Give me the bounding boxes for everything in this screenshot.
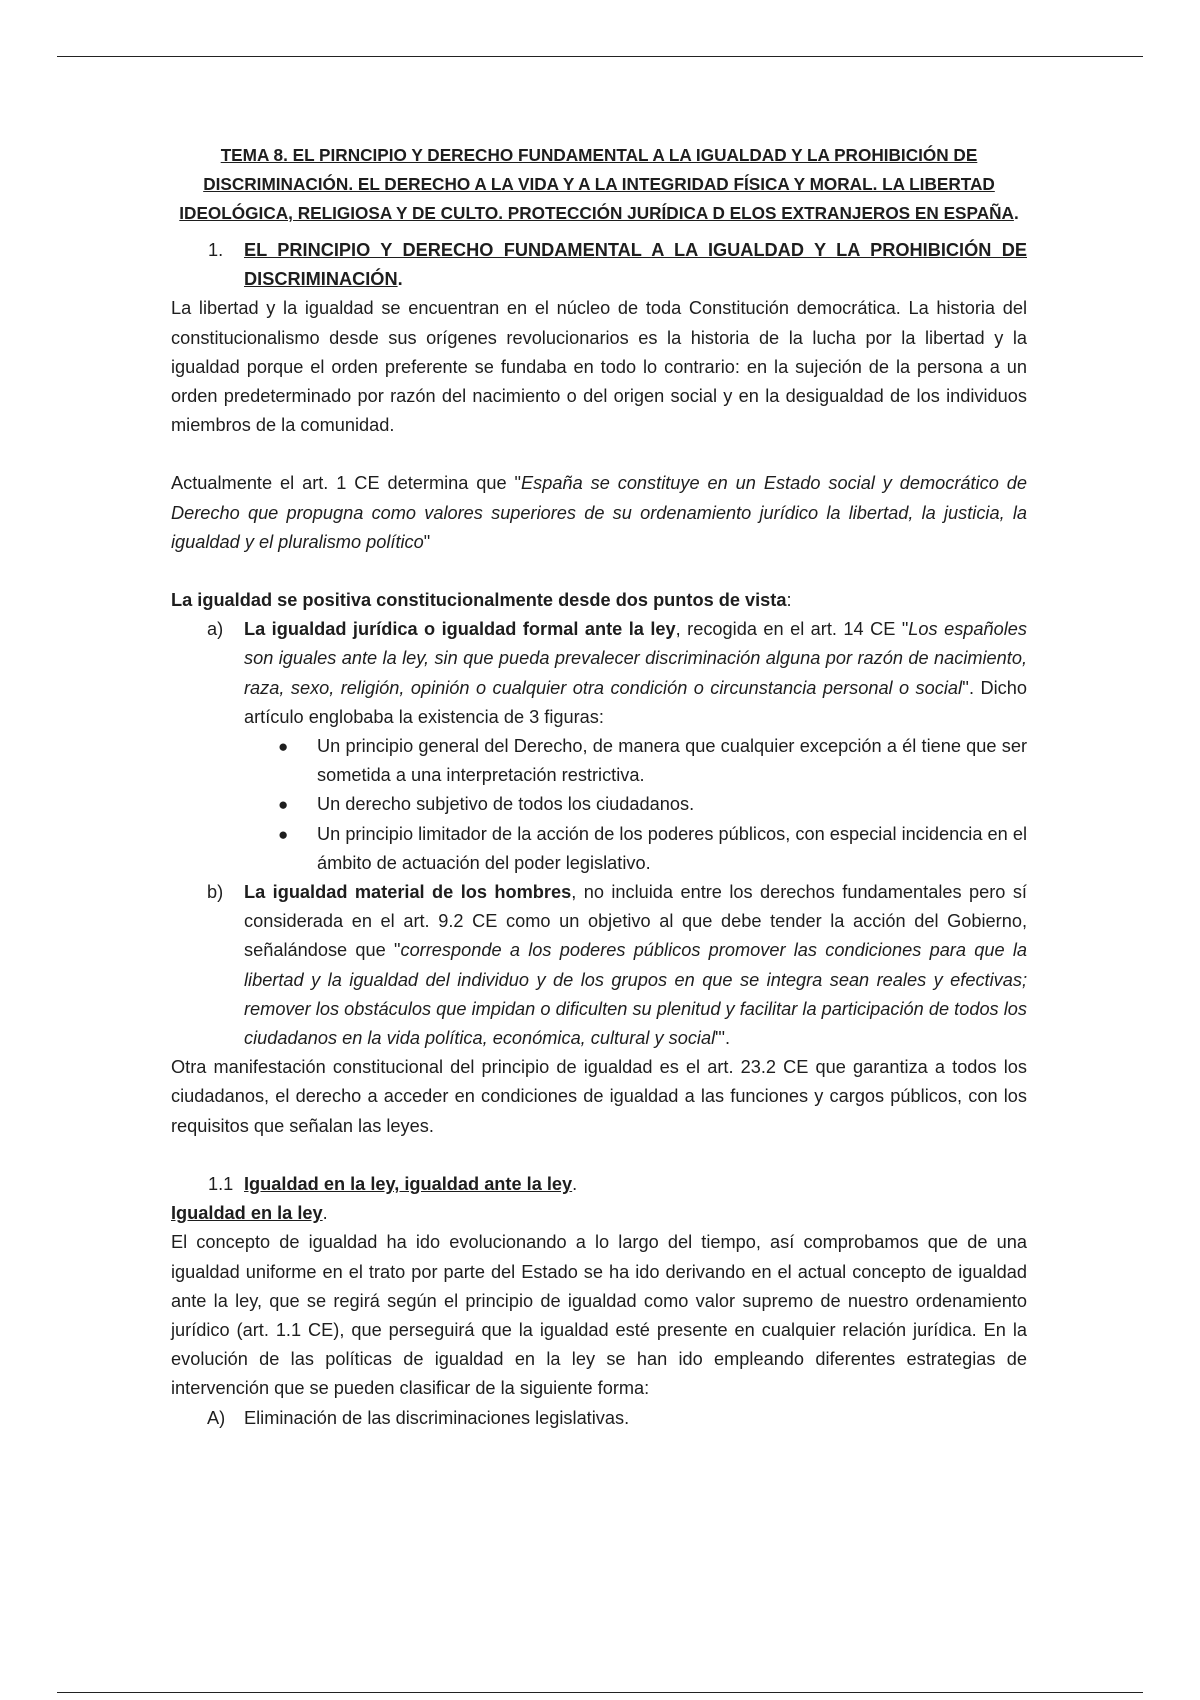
subheading-end: . bbox=[322, 1203, 328, 1224]
item-capital-a-text: Eliminación de las discriminaciones legislativas. bbox=[244, 1407, 630, 1428]
header-rule bbox=[57, 56, 1143, 57]
item-b-bold: La igualdad material de los hombres bbox=[244, 882, 572, 903]
spacer bbox=[171, 1141, 1027, 1170]
paragraph-2-tail: " bbox=[423, 531, 431, 552]
document-title bbox=[171, 141, 1027, 228]
section-1-1-heading bbox=[171, 1170, 1027, 1199]
paragraph-2-quote: España se constituye en un Estado social y democrático de Derecho que propugna como valores superiores de su ordenamiento jurídico la libertad, la justicia, la igualdad y el pluralismo político bbox=[171, 473, 1027, 552]
section-1-end: . bbox=[397, 269, 403, 290]
item-a-mid: , recogida en el art. 14 CE " bbox=[675, 619, 909, 640]
list-item-a bbox=[171, 615, 1027, 732]
list-marker-a: a) bbox=[207, 619, 224, 640]
bullet-text: Un derecho subjetivo de todos los ciudadanos. bbox=[317, 794, 695, 815]
footer-rule bbox=[57, 1692, 1143, 1693]
list-item-capital-a bbox=[171, 1404, 1027, 1433]
section-1-heading bbox=[171, 236, 1027, 294]
list-marker-capital-a: A) bbox=[207, 1407, 226, 1428]
section-1-1-end: . bbox=[572, 1173, 578, 1194]
item-b-quote: corresponde a los poderes públicos promover las condiciones para que la libertad y la igualdad del individuo y de los grupos en que se integra sean reales y efectivas; remover los obstáculos que impidan o dificulten su plenitud y facilitar la participación de todos los ciudadanos en la vida política, económica, cultural y social bbox=[244, 940, 1027, 1049]
paragraph-3-tail: : bbox=[786, 590, 792, 611]
paragraph-2-lead: Actualmente el art. 1 CE determina que " bbox=[171, 473, 521, 494]
bullet-text: Un principio general del Derecho, de manera que cualquier excepción a él tiene que ser sometida a una interpretación restrictiva. bbox=[317, 736, 1027, 786]
spacer bbox=[171, 557, 1027, 586]
document-page bbox=[171, 141, 1027, 1433]
section-1-1-title: Igualdad en la ley, igualdad ante la ley bbox=[244, 1173, 573, 1194]
paragraph-3 bbox=[171, 586, 1027, 615]
bullet-item bbox=[171, 790, 1027, 819]
paragraph-5: El concepto de igualdad ha ido evolucionando a lo largo del tiempo, así comprobamos que de una igualdad uniforme en el trato por parte del Estado se ha ido derivando en el actual concepto de igualdad ante la ley, que se regirá según el principio de igualdad como valor supremo de nuestro ordenamiento jurídico (art. 1.1 CE), que perseguirá que la igualdad esté presente en cualquier relación jurídica. En la evolución de las políticas de igualdad en la ley se han ido empleando diferentes estrategias de intervención que se pueden clasificar de la siguiente forma: bbox=[171, 1232, 1027, 1399]
section-1-1-number: 1.1 bbox=[208, 1173, 234, 1194]
subheading-igualdad-en-la-ley bbox=[171, 1199, 1027, 1228]
item-b-tail: "'. bbox=[715, 1028, 731, 1049]
list-item-b bbox=[171, 878, 1027, 1053]
subheading-text: Igualdad en la ley bbox=[171, 1203, 323, 1224]
bullet-icon: ● bbox=[278, 795, 289, 815]
section-1-title: EL PRINCIPIO Y DERECHO FUNDAMENTAL A LA IGUALDAD Y LA PROHIBICIÓN DE DISCRIMINACIÓN bbox=[244, 240, 1027, 290]
item-b-mid: , no incluida entre los derechos fundamentales pero sí considerada en el art. 9.2 CE como un objetivo al que debe tender la acción del Gobierno, señalándose que " bbox=[244, 882, 1027, 961]
title-end: . bbox=[1013, 203, 1019, 223]
title-text: TEMA 8. EL PIRNCIPIO Y DERECHO FUNDAMENTAL A LA IGUALDAD Y LA PROHIBICIÓN DE DISCRIMINACIÓN. EL DERECHO A LA VIDA Y A LA INTEGRIDAD FÍSICA Y MORAL. LA LIBERTAD IDEOLÓGICA, RELIGIOSA Y DE CULTO. PROTECCIÓN JURÍDICA D ELOS EXTRANJEROS EN ESPAÑA bbox=[179, 145, 1014, 223]
paragraph-2 bbox=[171, 469, 1027, 557]
item-a-tail: ''. Dicho artículo englobaba la existencia de 3 figuras: bbox=[244, 677, 1027, 727]
paragraph-1: La libertad y la igualdad se encuentran en el núcleo de toda Constitución democrática. La historia del constitucionalismo desde sus orígenes revolucionarios es la historia de la lucha por la libertad y la igualdad porque el orden preferente se fundaba en todo lo contrario: en la sujeción de la persona a un orden predeterminado por razón del nacimiento o del origen social y en la desigualdad de los individuos miembros de la comunidad. bbox=[171, 298, 1027, 436]
paragraph-3-bold: La igualdad se positiva constitucionalmente desde dos puntos de vista bbox=[171, 590, 787, 611]
section-1-number: 1. bbox=[208, 240, 224, 260]
bullet-text: Un principio limitador de la acción de los poderes públicos, con especial incidencia en el ámbito de actuación del poder legislativo. bbox=[317, 823, 1027, 873]
item-a-bold: La igualdad jurídica o igualdad formal ante la ley bbox=[244, 619, 676, 640]
item-a-quote: Los españoles son iguales ante la ley, sin que pueda prevalecer discriminación alguna por razón de nacimiento, raza, sexo, religión, opinión o cualquier otra condición o circunstancia personal o social bbox=[244, 619, 1027, 698]
bullet-item bbox=[171, 820, 1027, 878]
list-marker-b: b) bbox=[207, 882, 224, 903]
spacer bbox=[171, 440, 1027, 469]
bullet-item bbox=[171, 732, 1027, 790]
bullet-icon: ● bbox=[278, 737, 289, 757]
paragraph-4: Otra manifestación constitucional del principio de igualdad es el art. 23.2 CE que garantiza a todos los ciudadanos, el derecho a acceder en condiciones de igualdad a las funciones y cargos públicos, con los requisitos que señalan las leyes. bbox=[171, 1057, 1027, 1136]
bullet-icon: ● bbox=[278, 824, 289, 844]
